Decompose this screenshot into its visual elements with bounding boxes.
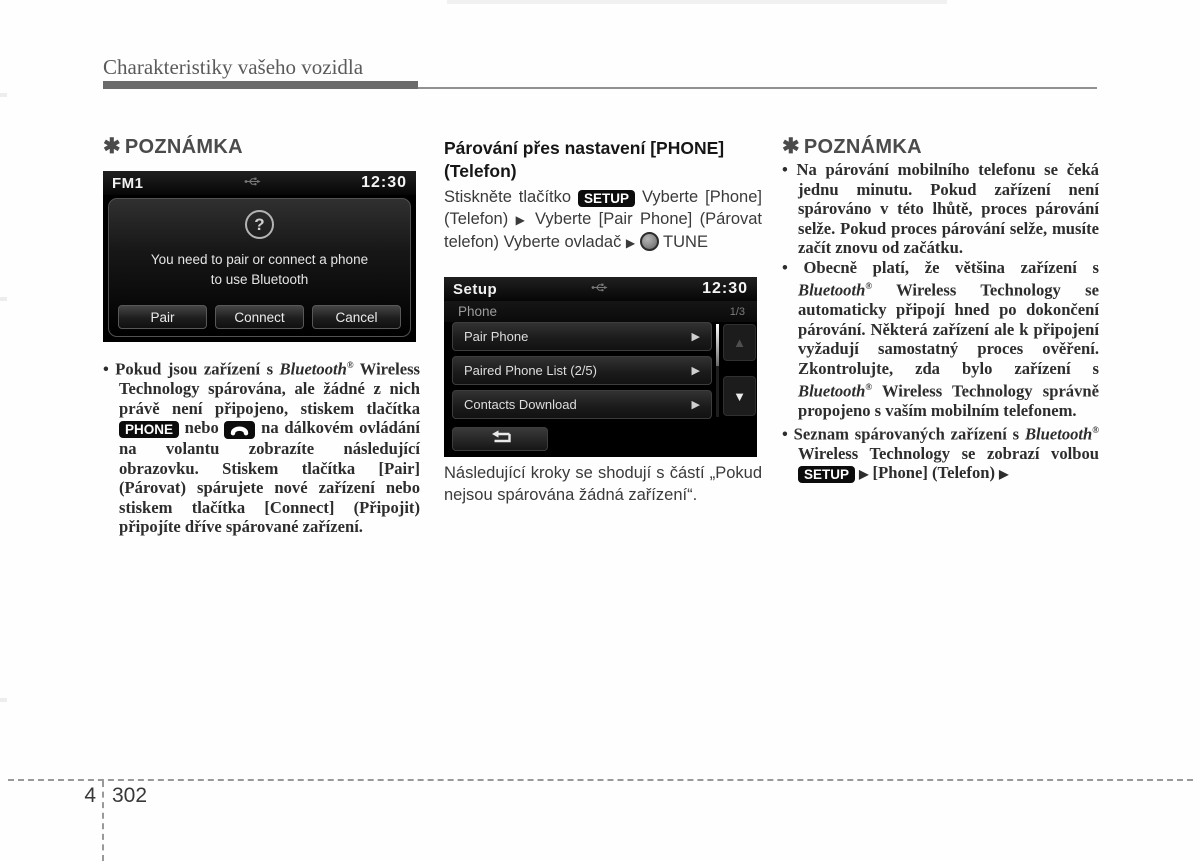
- page-top-rule: [447, 0, 947, 4]
- print-mark: [0, 698, 7, 702]
- phone-handset-icon: [224, 421, 255, 439]
- bullet-text: Pokud jsou zařízení s: [115, 359, 280, 379]
- bullet-text: [Phone] (Telefon): [868, 463, 1000, 483]
- usb-icon: [244, 174, 261, 192]
- bullet-marker: •: [103, 359, 109, 379]
- setup-clock: 12:30: [702, 280, 748, 297]
- chapter-title: Charakteristiky vašeho vozidla: [103, 55, 364, 79]
- arrow-up-icon: ▲: [733, 335, 746, 350]
- bluetooth-trademark: Bluetooth: [798, 280, 866, 300]
- note-heading-label: POZNÁMKA: [124, 136, 243, 158]
- usb-icon: [591, 280, 608, 298]
- setup-status-bar: [444, 277, 757, 301]
- footer-dashed-rule: [8, 779, 1193, 781]
- step-arrow-icon: ▶: [515, 212, 528, 227]
- registered-symbol: ®: [346, 360, 354, 370]
- setup-menu-list: [452, 322, 712, 424]
- setup-menu-screenshot: [444, 277, 757, 457]
- note-asterisk-icon: ✱: [782, 135, 800, 158]
- registered-symbol: ®: [865, 281, 873, 291]
- bullet-text: Seznam spárovaných zařízení s: [793, 424, 1025, 444]
- chevron-right-icon: ▶: [691, 331, 700, 343]
- radio-popup-screenshot: [103, 171, 416, 342]
- bullet-marker: •: [782, 257, 788, 277]
- paragraph-text: Stiskněte tlačítko: [444, 188, 578, 206]
- popup-message: [109, 250, 410, 290]
- right-note-bullet-2: [782, 258, 1099, 421]
- registered-symbol: ®: [865, 382, 873, 393]
- scroll-up-button: [723, 324, 756, 361]
- pair-button: Pair: [118, 305, 207, 329]
- procedure-paragraph: [444, 187, 762, 254]
- back-button: [452, 427, 548, 451]
- section-heading: Párování přes nastavení [PHONE] (Telefon): [444, 138, 725, 181]
- print-mark: [0, 297, 7, 301]
- scroll-down-button: [723, 376, 756, 416]
- bullet-marker: •: [782, 424, 788, 444]
- menu-item-contacts-download: [452, 390, 712, 419]
- right-note-heading: [782, 134, 922, 159]
- left-note-bullets: [103, 356, 420, 537]
- bluetooth-trademark: Bluetooth: [279, 359, 347, 379]
- bullet-text: Wireless Technology spárována, ale žádné z nich právě není připojeno, stiskem tlačítka: [119, 359, 421, 418]
- menu-item-label: Contacts Download: [464, 397, 577, 412]
- step-arrow-icon: ▶: [625, 235, 636, 250]
- scrollbar-thumb: [716, 324, 719, 366]
- footer-dashed-divider: [102, 781, 104, 861]
- chevron-right-icon: ▶: [691, 399, 700, 411]
- popup-message-line2: to use Bluetooth: [210, 272, 309, 287]
- popup-message-line1: You need to pair or connect a phone: [150, 252, 369, 267]
- return-arrow-icon: [489, 430, 512, 449]
- radio-clock: 12:30: [361, 174, 407, 191]
- bluetooth-trademark: Bluetooth: [798, 381, 866, 401]
- popup-button-row: [118, 305, 401, 329]
- note-heading-label: POZNÁMKA: [803, 136, 922, 158]
- setup-key-badge: SETUP: [798, 466, 855, 483]
- paragraph-text: TUNE: [658, 232, 708, 251]
- bullet-text: Wireless Technology se zobrazí volbou: [798, 443, 1099, 463]
- footer-page-number: 302: [112, 784, 148, 807]
- bullet-marker: •: [782, 160, 788, 179]
- menu-item-pair-phone: [452, 322, 712, 351]
- bullet-text: Wireless Technology správně propojeno s vaším mobilním telefonem.: [798, 381, 1099, 421]
- chapter-title-underline-bar: [103, 81, 418, 89]
- submenu-title: Phone: [458, 304, 498, 319]
- bullet-text: nebo: [179, 418, 225, 438]
- chevron-right-icon: ▶: [691, 365, 700, 377]
- scrollbar-track: [716, 324, 719, 417]
- step-arrow-icon: ▶: [999, 467, 1009, 482]
- menu-item-label: Paired Phone List (2/5): [464, 363, 597, 378]
- footer-section-number: 4: [84, 784, 96, 807]
- setup-title: Setup: [453, 280, 498, 298]
- radio-source-label: FM1: [112, 174, 144, 192]
- bluetooth-popup-dialog: [108, 198, 411, 337]
- bluetooth-trademark: Bluetooth: [1024, 424, 1093, 444]
- left-note-bullet: [103, 356, 420, 537]
- left-note-heading: [103, 134, 243, 159]
- setup-submenu-bar: [444, 301, 757, 322]
- tune-knob-icon: [640, 232, 659, 251]
- page-indicator: 1/3: [729, 305, 745, 318]
- print-mark: [0, 93, 7, 97]
- menu-item-label: Pair Phone: [464, 329, 529, 344]
- paragraph-text: Vyberte [Phone] (Telefon): [444, 188, 762, 228]
- bullet-text: Wireless Technology se automaticky připojí hned po dokončení párování. Některá zařízení ale k připojení vyžadují samostatný proces ověření. Zkontrolujte, zda bylo zařízení s: [798, 280, 1099, 378]
- registered-symbol: ®: [1092, 424, 1100, 435]
- bullet-text: Na párování mobilního telefonu se čeká jednu minutu. Pokud zařízení není spárováno v této lhůtě, proces párování selže. Pokud proces párování selže, musíte začít znovu od začátku.: [796, 160, 1099, 257]
- note-asterisk-icon: ✱: [103, 135, 121, 158]
- bullet-text: na dálkovém ovládání na volantu zobrazíte následující obrazovku. Stiskem tlačítka [Pair] (Párovat) spárujete nové zařízení nebo stiskem tlačítka [Connect] (Připojit) připojíte dříve spárované zařízení.: [119, 418, 420, 537]
- arrow-down-icon: ▼: [733, 388, 746, 404]
- right-note-bullets: [782, 160, 1099, 485]
- help-question-icon: ?: [245, 210, 274, 239]
- setup-key-badge: SETUP: [578, 190, 635, 207]
- connect-button: Connect: [215, 305, 304, 329]
- bullet-text: Obecně platí, že většina zařízení s: [803, 257, 1099, 277]
- right-note-bullet-3: [782, 421, 1099, 485]
- step-arrow-icon: ▶: [859, 467, 869, 482]
- followup-paragraph: Následující kroky se shodují s částí „Pokud nejsou spárována žádná zařízení“.: [444, 464, 762, 504]
- phone-key-badge: PHONE: [119, 421, 179, 438]
- chapter-title-underline-rule: [418, 87, 1097, 89]
- right-note-bullet-1: [782, 160, 1099, 258]
- paragraph-text: Vyberte [Pair Phone] (Párovat telefon) Vyberte ovladač: [444, 209, 763, 251]
- cancel-button: Cancel: [312, 305, 401, 329]
- menu-item-paired-phone-list: [452, 356, 712, 385]
- radio-status-bar: [103, 171, 416, 195]
